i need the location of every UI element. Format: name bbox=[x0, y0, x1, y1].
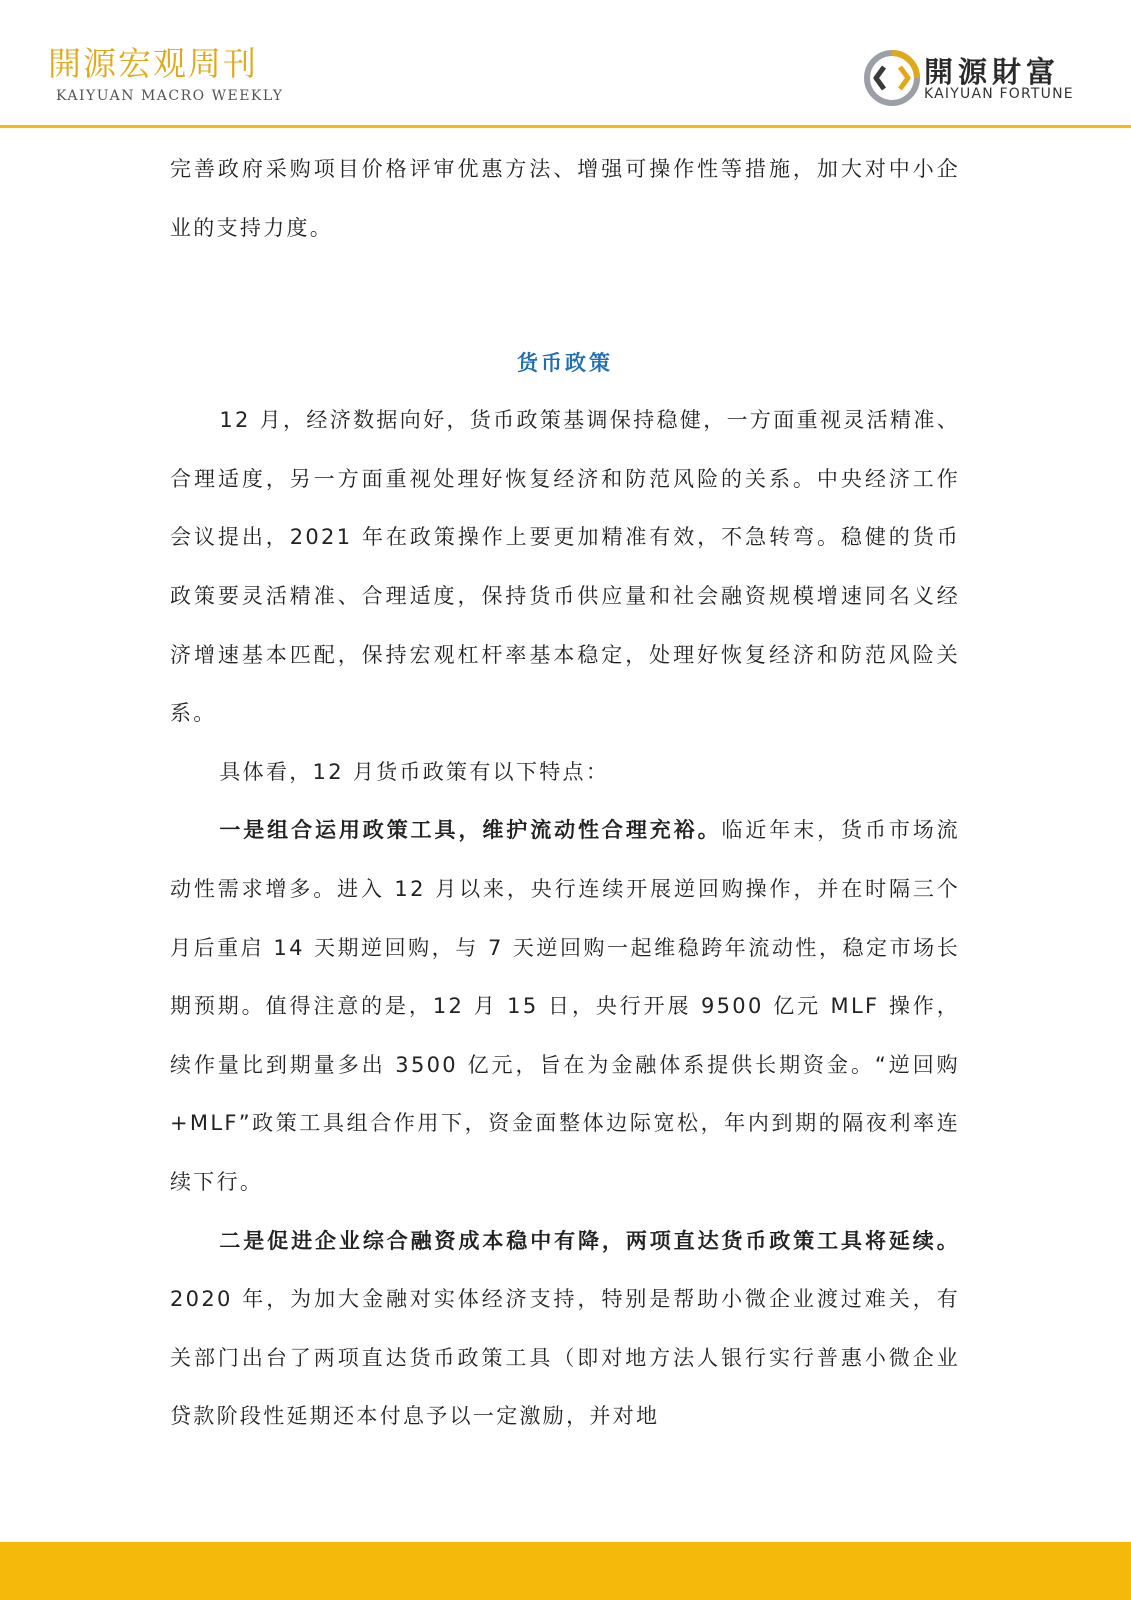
point-2-heading: 二是促进企业综合融资成本稳中有降，两项直达货币政策工具将延续。 bbox=[219, 1228, 960, 1253]
point-1-text: 临近年末，货币市场流动性需求增多。进入 12 月以来，央行连续开展逆回购操作，并在时隔三个月后重启 14 天期逆回购，与 7 天逆回购一起维稳跨年流动性，稳定市场长期预期。值得注意的是，12 月 15 日，央行开展 9500 亿元 MLF 操作，续作量比到期量多出 3500 亿元，旨在为金融体系提供长期资金。“逆回购+MLF”政策工具组合作用下，资金面整体边际宽松，年内到期的隔夜利率连续下行。 bbox=[170, 818, 960, 1194]
paragraph-intro: 具体看，12 月货币政策有以下特点： bbox=[219, 759, 610, 784]
publication-title: 開源宏观周刊 bbox=[48, 44, 258, 83]
paragraph-point-2 bbox=[170, 1212, 960, 1446]
logo-wordmark-en: KAIYUAN FORTUNE bbox=[924, 86, 1074, 102]
point-2-text: 2020 年，为加大金融对实体经济支持，特别是帮助小微企业渡过难关，有关部门出台了两项直达货币政策工具（即对地方法人银行实行普惠小微企业贷款阶段性延期还本付息予以一定激励，并对地 bbox=[170, 1287, 960, 1429]
paragraph-point-1 bbox=[170, 801, 960, 1211]
article-body bbox=[170, 140, 960, 1446]
section-title: 货币政策 bbox=[517, 351, 613, 376]
logo-wordmark-cn: 開源財富 bbox=[924, 55, 1061, 89]
point-1-heading: 一是组合运用政策工具，维护流动性合理充裕。 bbox=[219, 818, 722, 843]
publication-subtitle: KAIYUAN MACRO WEEKLY bbox=[56, 88, 284, 104]
footer-bar bbox=[0, 1542, 1131, 1600]
paragraph-continued: 完善政府采购项目价格评审优惠方法、增强可操作性等措施，加大对中小企业的支持力度。 bbox=[170, 157, 960, 240]
kaiyuan-logo-icon bbox=[862, 48, 922, 108]
header-divider bbox=[0, 125, 1131, 128]
page-header bbox=[0, 0, 1131, 128]
paragraph-overview: 12 月，经济数据向好，货币政策基调保持稳健，一方面重视灵活精准、合理适度，另一方面重视处理好恢复经济和防范风险的关系。中央经济工作会议提出，2021 年在政策操作上要更加精准有效，不急转弯。稳健的货币政策要灵活精准、合理适度，保持货币供应量和社会融资规模增速同名义经济增速基本匹配，保持宏观杠杆率基本稳定，处理好恢复经济和防范风险关系。 bbox=[170, 408, 960, 726]
